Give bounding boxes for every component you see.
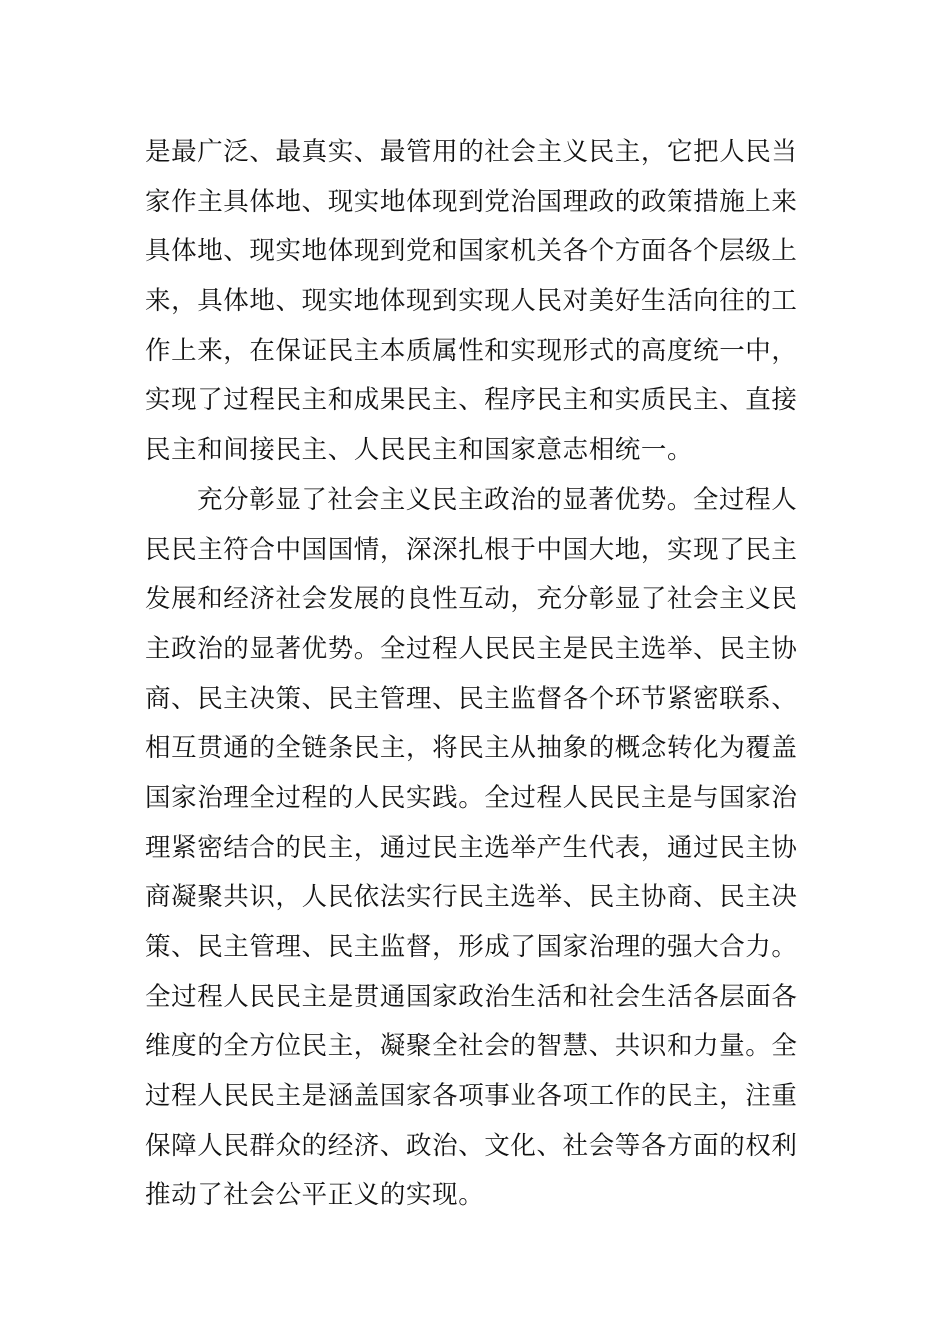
text-line-10: 发展和经济社会发展的良性互动，充分彰显了社会主义民: [145, 584, 798, 615]
text-line-15: 理紧密结合的民主，通过民主选举产生代表，通过民主协: [145, 832, 798, 863]
text-line-2: 家作主具体地、现实地体现到党治国理政的政策措施上来: [145, 186, 798, 217]
text-line-8: 充分彰显了社会主义民主政治的显著优势。全过程人: [197, 484, 798, 515]
text-line-12: 商、民主决策、民主管理、民主监督各个环节紧密联系、: [145, 683, 798, 714]
text-line-6: 实现了过程民主和成果民主、程序民主和实质民主、直接: [145, 385, 798, 416]
text-line-21: 保障人民群众的经济、政治、文化、社会等各方面的权利: [145, 1130, 798, 1161]
text-line-3: 具体地、现实地体现到党和国家机关各个方面各个层级上: [145, 236, 798, 267]
text-line-13: 相互贯通的全链条民主，将民主从抽象的概念转化为覆盖: [145, 733, 798, 764]
text-line-18: 全过程人民民主是贯通国家政治生活和社会生活各层面各: [145, 981, 798, 1012]
text-line-14: 国家治理全过程的人民实践。全过程人民民主是与国家治: [145, 782, 798, 813]
text-line-11: 主政治的显著优势。全过程人民民主是民主选举、民主协: [145, 633, 798, 664]
text-line-17: 策、民主管理、民主监督，形成了国家治理的强大合力。: [145, 932, 798, 962]
text-line-7: 民主和间接民主、人民民主和国家意志相统一。: [145, 435, 694, 466]
text-line-5: 作上来，在保证民主本质属性和实现形式的高度统一中，: [145, 335, 798, 366]
text-line-1: 是最广泛、最真实、最管用的社会主义民主，它把人民当: [145, 137, 798, 167]
text-line-20: 过程人民民主是涵盖国家各项事业各项工作的民主，注重: [145, 1081, 798, 1112]
text-line-16: 商凝聚共识，人民依法实行民主选举、民主协商、民主决: [145, 882, 798, 913]
body-text: [145, 128, 810, 1221]
text-line-9: 民民主符合中国国情，深深扎根于中国大地，实现了民主: [145, 534, 798, 565]
text-line-19: 维度的全方位民主，凝聚全社会的智慧、共识和力量。全: [145, 1031, 798, 1062]
text-line-4: 来，具体地、现实地体现到实现人民对美好生活向往的工: [145, 286, 798, 317]
text-line-22: 推动了社会公平正义的实现。: [145, 1180, 485, 1211]
